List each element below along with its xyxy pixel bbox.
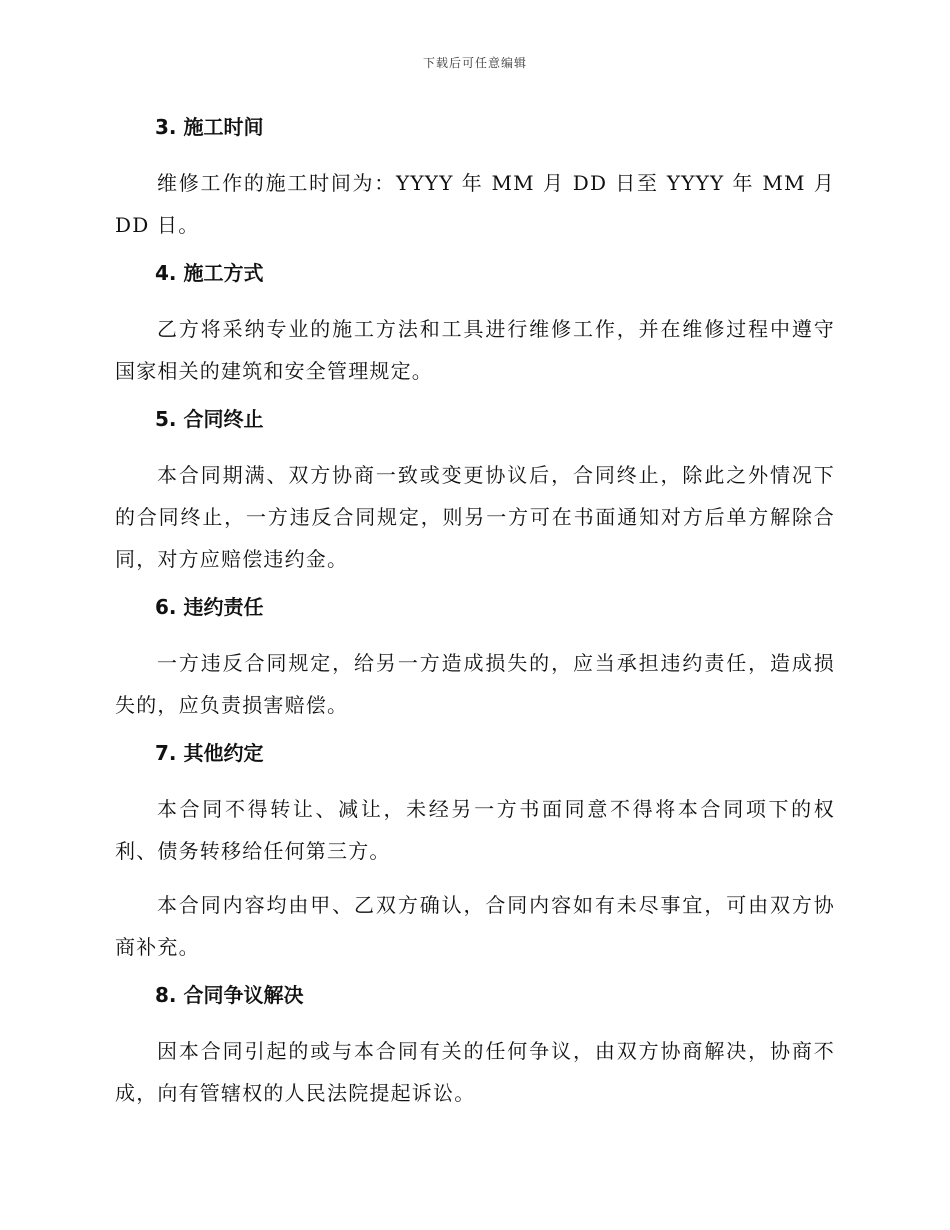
document-body (115, 112, 835, 1126)
section-title: 4. 施工方式 (155, 261, 264, 285)
section-paragraph: 维修工作的施工时间为：YYYY 年 MM 月 DD 日至 YYYY 年 MM 月 DD 日。 (115, 171, 835, 237)
section-paragraph: 本合同期满、双方协商一致或变更协议后，合同终止，除此之外情况下的合同终止，一方违反合同规定，则另一方可在书面通知对方后单方解除合同，对方应赔偿违约金。 (115, 463, 835, 571)
section-paragraph: 因本合同引起的或与本合同有关的任何争议，由双方协商解决，协商不成，向有管辖权的人民法院提起诉讼。 (115, 1039, 835, 1105)
section-title: 3. 施工时间 (155, 115, 264, 139)
section-breach-liability (115, 592, 835, 726)
section-title: 8. 合同争议解决 (155, 983, 304, 1007)
section-title: 6. 违约责任 (155, 595, 264, 619)
section-construction-time (115, 112, 835, 246)
section-title: 5. 合同终止 (155, 407, 264, 431)
section-paragraph: 一方违反合同规定，给另一方造成损失的，应当承担违约责任，造成损失的，应负责损害赔偿。 (115, 651, 835, 717)
section-paragraph: 本合同不得转让、减让，未经另一方书面同意不得将本合同项下的权利、债务转移给任何第三方。 (115, 797, 835, 863)
section-paragraph: 乙方将采纳专业的施工方法和工具进行维修工作，并在维修过程中遵守国家相关的建筑和安全管理规定。 (115, 317, 835, 383)
section-other-agreements (115, 738, 835, 968)
section-paragraph: 本合同内容均由甲、乙双方确认，合同内容如有未尽事宜，可由双方协商补充。 (115, 893, 835, 959)
section-contract-termination (115, 404, 835, 580)
section-construction-method (115, 258, 835, 392)
page-header: 下载后可任意编辑 (422, 56, 527, 70)
section-dispute-resolution (115, 980, 835, 1114)
section-title: 7. 其他约定 (155, 741, 264, 765)
